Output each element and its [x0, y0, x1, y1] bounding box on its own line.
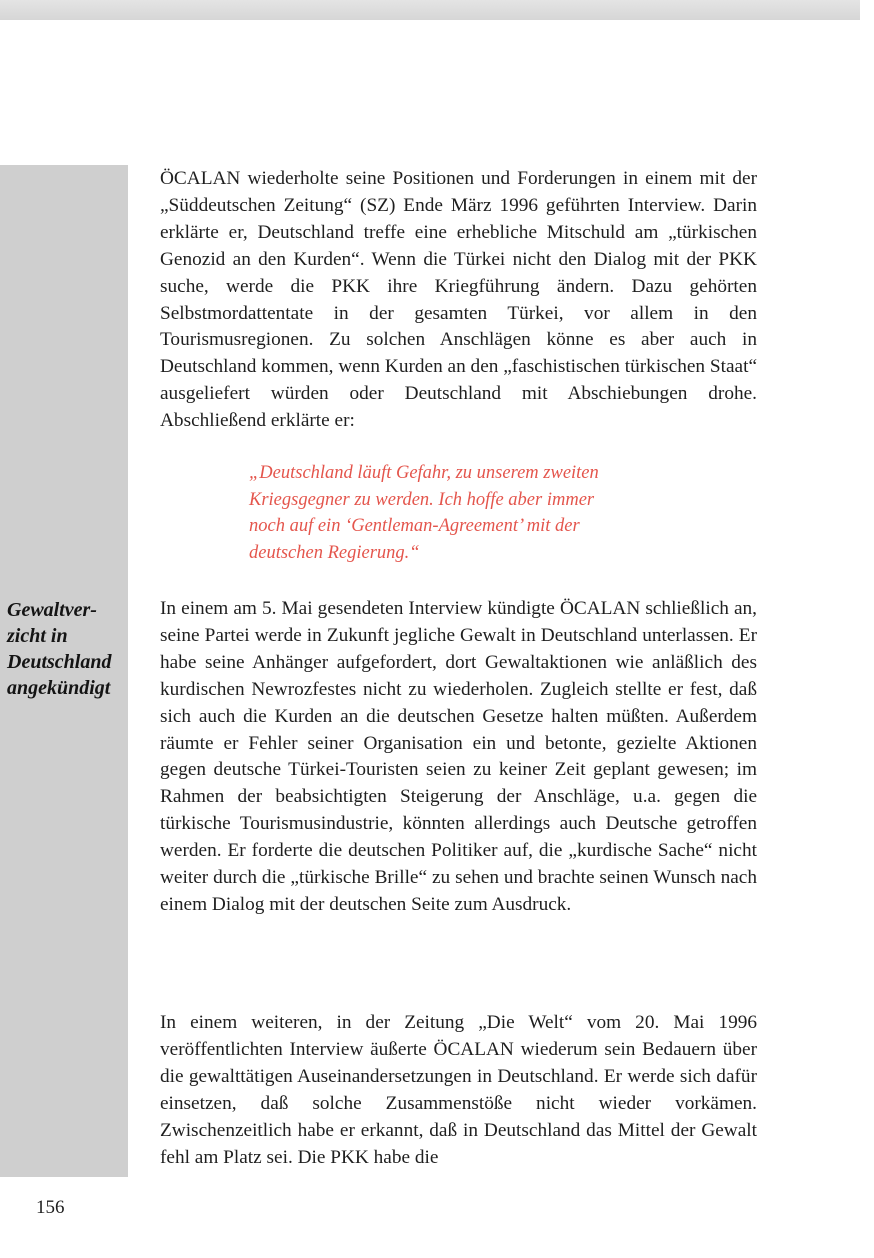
- scan-top-edge: [0, 0, 860, 20]
- margin-note-line: Gewaltver-: [7, 599, 97, 621]
- block-quote: [249, 460, 689, 566]
- margin-note-line: zicht in: [7, 625, 68, 647]
- page-number: 156: [36, 1197, 65, 1218]
- quote-line: deutschen Regierung.“: [249, 542, 420, 563]
- margin-note-line: angekündigt: [7, 677, 111, 699]
- quote-line: „Deutschland läuft Gefahr, zu unserem zweiten: [249, 463, 599, 483]
- margin-note-line: Deutschland: [7, 651, 112, 673]
- quote-line: Kriegsgegner zu werden. Ich hoffe aber immer: [249, 489, 595, 510]
- paragraph-3: In einem weiteren, in der Zeitung „Die Welt“ vom 20. Mai 1996 veröffentlichten Interview äußerte ÖCALAN wiederum sein Bedauern über die gewalttätigen Auseinandersetzungen in Deutschland. Er werde sich dafür einsetzen, daß solche Zusammenstöße nicht wieder vorkämen. Zwischenzeitlich habe er erkannt, daß in Deutschland das Mittel der Gewalt fehl am Platz sei. Die PKK habe die: [160, 1012, 757, 1168]
- paragraph-1: ÖCALAN wiederholte seine Positionen und Forderungen in einem mit der „Süddeutschen Zeitung“ (SZ) Ende März 1996 geführten Interview. Darin erklärte er, Deutschland treffe eine erhebliche Mitschuld am „türkischen Genozid an den Kurden“. Wenn die Türkei nicht den Dialog mit der PKK suche, werde die PKK ihre Kriegführung ändern. Dazu gehörten Selbstmordattentate in der gesamten Türkei, vor allem in den Tourismusregionen. Zu solchen Anschlägen könne es aber auch in Deutschland kommen, wenn Kurden an den „faschistischen türkischen Staat“ ausgeliefert würden oder Deutschland mit Abschiebungen drohe. Abschließend erklärte er:: [160, 168, 758, 432]
- paragraph-2: In einem am 5. Mai gesendeten Interview kündigte ÖCALAN schließlich an, seine Partei werde in Zukunft jegliche Gewalt in Deutschland unterlassen. Er habe seine Anhänger aufgefordert, dort Gewaltaktionen wie anläßlich des kurdischen Newrozfestes nicht zu wiederholen. Zugleich stellte er fest, daß sich auch die Kurden an die deutschen Gesetze halten müßten. Außerdem räumte er Fehler seiner Organisation ein und betonte, gezielte Aktionen gegen deutsche Türkei-Touristen seien zu keiner Zeit geplant gewesen; im Rahmen der beabsichtigten Steigerung der Anschläge, u.a. gegen die türkische Tourismusindustrie, könnten allerdings auch Deutsche getroffen werden. Er forderte die deutschen Politiker auf, die „kurdische Sache“ nicht weiter durch die „türkische Brille“ zu sehen und brachte seinen Wunsch nach einem Dialog mit der deutschen Seite zum Ausdruck.: [160, 598, 757, 915]
- quote-line: noch auf ein ‘Gentleman-Agreement’ mit der: [249, 516, 580, 537]
- margin-note: [7, 597, 131, 701]
